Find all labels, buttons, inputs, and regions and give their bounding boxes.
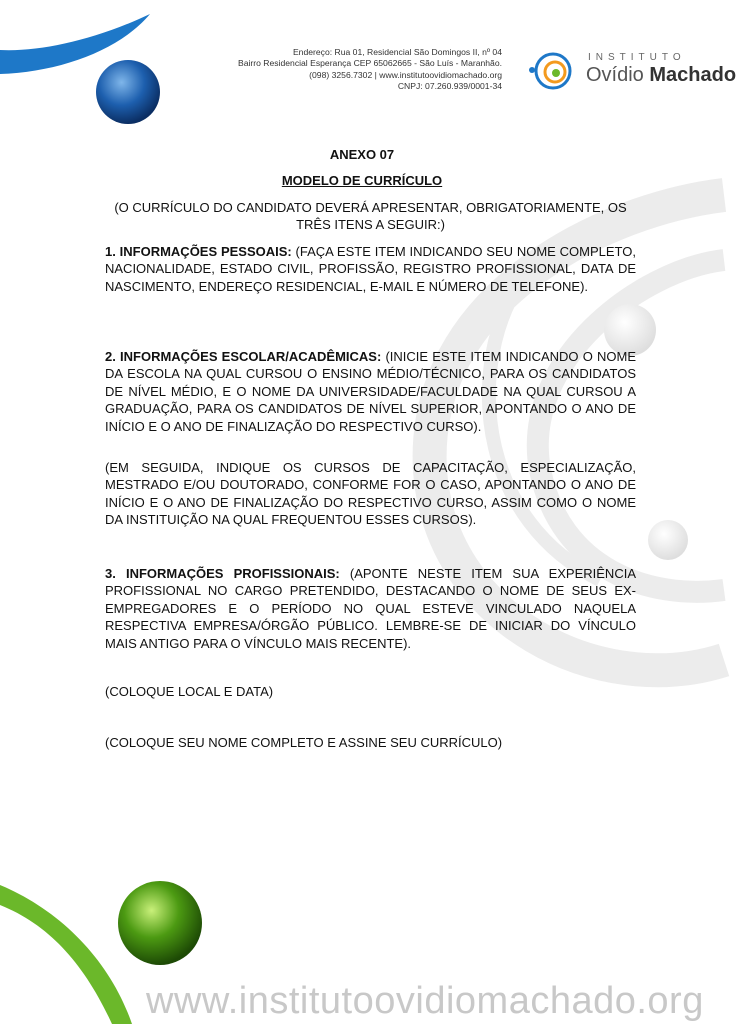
address-line-2: Bairro Residencial Esperança CEP 65062665 - São Luís - Maranhão.	[237, 58, 502, 69]
section3-heading: 3. INFORMAÇÕES PROFISSIONAIS:	[105, 566, 340, 581]
signature-instruction: (COLOQUE SEU NOME COMPLETO E ASSINE SEU CURRÍCULO)	[105, 735, 503, 750]
annex-number: ANEXO 07	[329, 147, 395, 162]
section-personal-info	[105, 243, 636, 295]
header-address	[238, 47, 502, 92]
section2-heading: 2. INFORMAÇÕES ESCOLAR/ACADÊMICAS:	[105, 349, 382, 364]
document-title: MODELO DE CURRÍCULO	[281, 173, 443, 188]
address-line-4: CNPJ: 07.260.939/0001-34	[397, 80, 502, 91]
logo-first-name: Ovídio	[586, 64, 644, 86]
intro-text: (O CURRÍCULO DO CANDIDATO DEVERÁ APRESENTAR, OBRIGATORIAMENTE, OS TRÊS ITENS A SEGUIR:)	[114, 200, 627, 233]
section2-text: (INICIE ESTE ITEM INDICANDO O NOME DA ESCOLA NA QUAL CURSOU O ENSINO MÉDIO/TÉCNICO, PARA OS CANDIDATOS DE NÍVEL MÉDIO, E O NOME DA UNIVERSIDADE/FACULDADE NA QUAL CURSOU A GRADUAÇÃO, PARA OS CANDIDATOS DE NÍVEL SUPERIOR, APONTANDO O ANO DE INÍCIO E O ANO DE FINALIZAÇÃO DO RESPECTIVO CURSO).	[105, 349, 636, 434]
footer-website-url: www.institutoovidiomachado.org	[146, 980, 704, 1022]
section1-text: (FAÇA ESTE ITEM INDICANDO SEU NOME COMPLETO, NACIONALIDADE, ESTADO CIVIL, PROFISSÃO, REGISTRO PROFISSIONAL, DATA DE NASCIMENTO, ENDEREÇO RESIDENCIAL, E-MAIL E NÚMERO DE TELEFONE).	[105, 244, 636, 294]
blue-ball	[96, 60, 160, 124]
address-line-1: Endereço: Rua 01, Residencial São Domingos II, nº 04	[292, 47, 502, 57]
logo-mark	[529, 54, 570, 88]
logo-name	[586, 64, 736, 87]
green-ball	[118, 881, 202, 965]
green-swoosh	[0, 885, 132, 1024]
section3-text: (APONTE NESTE ITEM SUA EXPERIÊNCIA PROFISSIONAL NO CARGO PRETENDIDO, DESTACANDO O NOME DE SEUS EX-EMPREGADORES E O PERÍODO NO QUAL ESTEVE VINCULADO NAQUELA RESPECTIVA EMPRESA/ÓRGÃO PÚBLICO. LEMBRE-SE DE INICIAR DO VÍNCULO MAIS ANTIGO PARA O VÍNCULO MAIS RECENTE).	[105, 566, 636, 651]
section2-extra-text: (EM SEGUIDA, INDIQUE OS CURSOS DE CAPACITAÇÃO, ESPECIALIZAÇÃO, MESTRADO E/OU DOUTORADO, CONFORME FOR O CASO, APONTANDO O ANO DE INÍCIO E O ANO DE FINALIZAÇÃO DO RESPECTIVO CURSO, ASSIM COMO O NOME DA INSTITUIÇÃO NA QUAL FREQUENTOU ESSES CURSOS).	[105, 460, 636, 528]
grey-ball-small	[648, 520, 688, 560]
logo-last-name: Machado	[649, 64, 736, 86]
section-professional	[105, 565, 636, 652]
place-date-instruction: (COLOQUE LOCAL E DATA)	[105, 684, 274, 699]
address-line-3: (098) 3256.7302 | www.institutoovidiomachado.org	[309, 69, 502, 80]
section1-heading: 1. INFORMAÇÕES PESSOAIS:	[105, 244, 292, 259]
logo-institute-label: INSTITUTO	[588, 52, 686, 63]
section-education	[105, 348, 636, 435]
